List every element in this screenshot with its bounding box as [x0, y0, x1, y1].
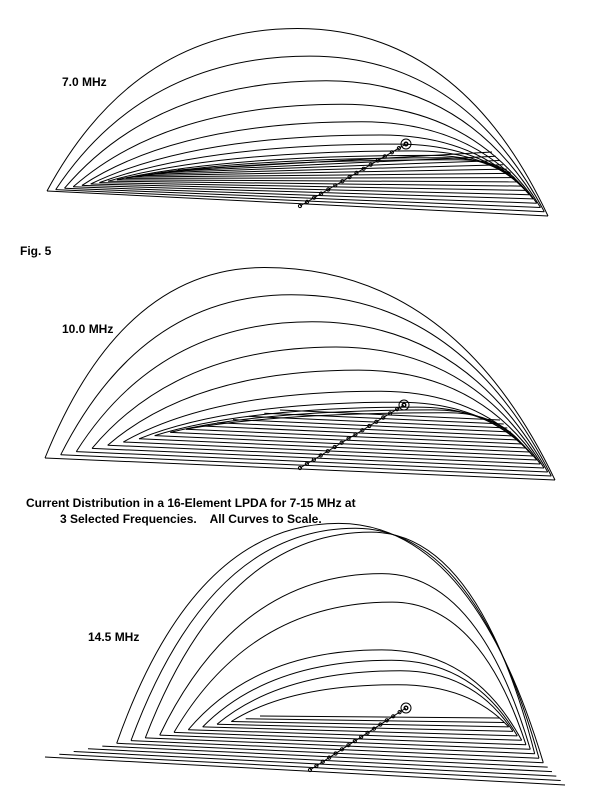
panel-2-element-line [108, 445, 541, 464]
caption-line-2: 3 Selected Frequencies. All Curves to Scale. [60, 512, 322, 526]
panel-3-element-line [246, 719, 505, 723]
panel-2-frequency-label: 10.0 MHz [62, 322, 114, 336]
panel-3-frequency-label: 14.5 MHz [88, 630, 140, 644]
panel-3-current-curve [160, 574, 531, 750]
panel-3-drawing [45, 523, 565, 785]
panel-1-frequency-label: 7.0 MHz [62, 75, 107, 89]
panel-2-drawing [45, 268, 555, 481]
caption-line-1: Current Distribution in a 16-Element LPDA for 7-15 MHz at [26, 496, 356, 510]
panel-3-current-curve [188, 650, 521, 740]
panel-3-element-line [260, 716, 500, 718]
panel-2-element-line [76, 452, 547, 472]
panel-2-current-curve [45, 268, 555, 481]
figure-label: Fig. 5 [20, 244, 52, 258]
panel-1-element-line [126, 178, 515, 179]
panel-3-element-line [45, 757, 565, 785]
panel-2-element-line [217, 423, 514, 436]
panel-1-drawing [47, 29, 548, 217]
panel-3-element-line [217, 724, 513, 731]
panel-3-element-line [59, 754, 560, 780]
panel-2-element-line [92, 448, 544, 468]
panel-2-element-line [186, 429, 522, 444]
panel-2-element-line [202, 426, 519, 440]
panel-2-element-line [123, 442, 536, 460]
